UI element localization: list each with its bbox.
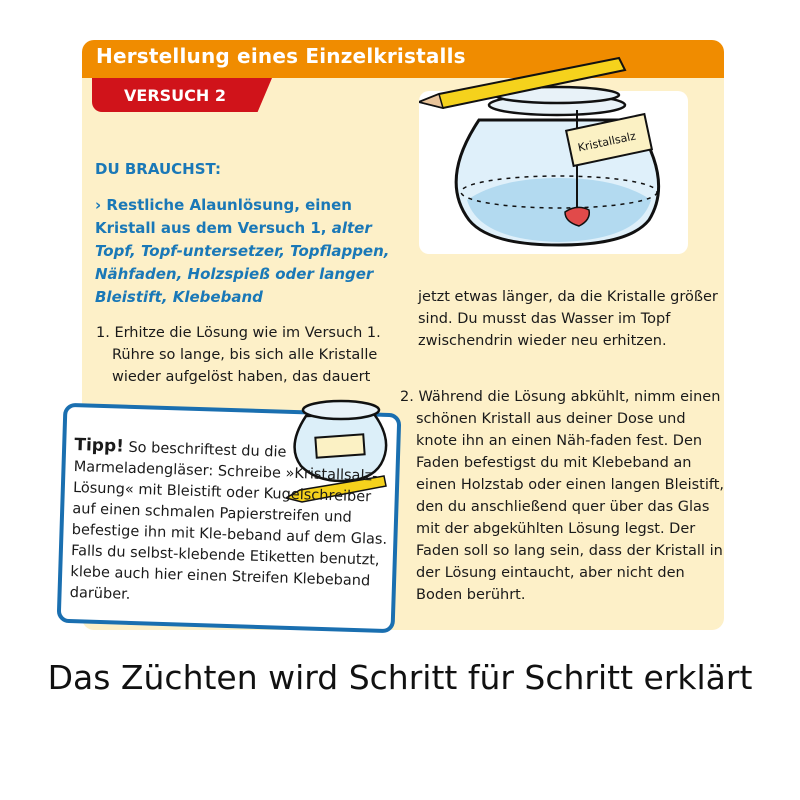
step-1-continued: jetzt etwas länger, da die Kristalle größer sind. Du musst das Wasser im Topf zwischendrin wieder neu erhitzen. [418,289,718,349]
svg-text:Kristallsalz: Kristallsalz [576,129,638,155]
step-1-text: 1. Erhitze die Lösung wie im Versuch 1. Rühre so lange, bis sich alle Kristalle wieder aufgelöst haben, das dauert [96,325,381,385]
jar-with-crystal-illustration [419,50,689,260]
materials-regular: Restliche Alaunlösung, einen Kristall aus dem Versuch 1, [95,196,352,237]
experiment-badge-label: VERSUCH 2 [124,86,226,105]
materials-list [95,194,415,309]
caption: Das Züchten wird Schritt für Schritt erklärt [47,658,753,697]
tip-text [69,435,394,614]
tip-label: Tipp! [74,435,125,457]
bullet-icon: › [95,196,102,214]
tip-body: So beschriftest du die Marmeladengläser: Schreibe »Kristallsalz-Lösung« mit Bleistift oder Kugelschreiber auf einen schmalen Papierstreifen und befestige ihn mit Kle-beband auf dem Glas. Falls du selbst-klebende Etiketten benutzt, klebe auch hier einen Streifen Klebeband darüber. [69,439,388,603]
section-title: Herstellung eines Einzelkristalls [96,44,466,68]
materials-italic: alter Topf, Topf-untersetzer, Topflappen, Nähfaden, Holzspieß oder langer Bleistift, Klebeband [95,219,390,306]
materials-heading: DU BRAUCHST: [95,160,221,178]
step-2-text: 2. Während die Lösung abkühlt, nimm einen schönen Kristall aus deiner Dose und knote ihn an einen Näh-faden fest. Den Faden befestigst du mit Klebeband an einen Holzstab oder einen langen Bleistift, den du anschließend quer über das Glas mit der abgekühlten Lösung legst. Der Faden soll so lang sein, dass der Kristall in der Lösung eintaucht, aber nicht den Boden berührt. [400,389,725,603]
